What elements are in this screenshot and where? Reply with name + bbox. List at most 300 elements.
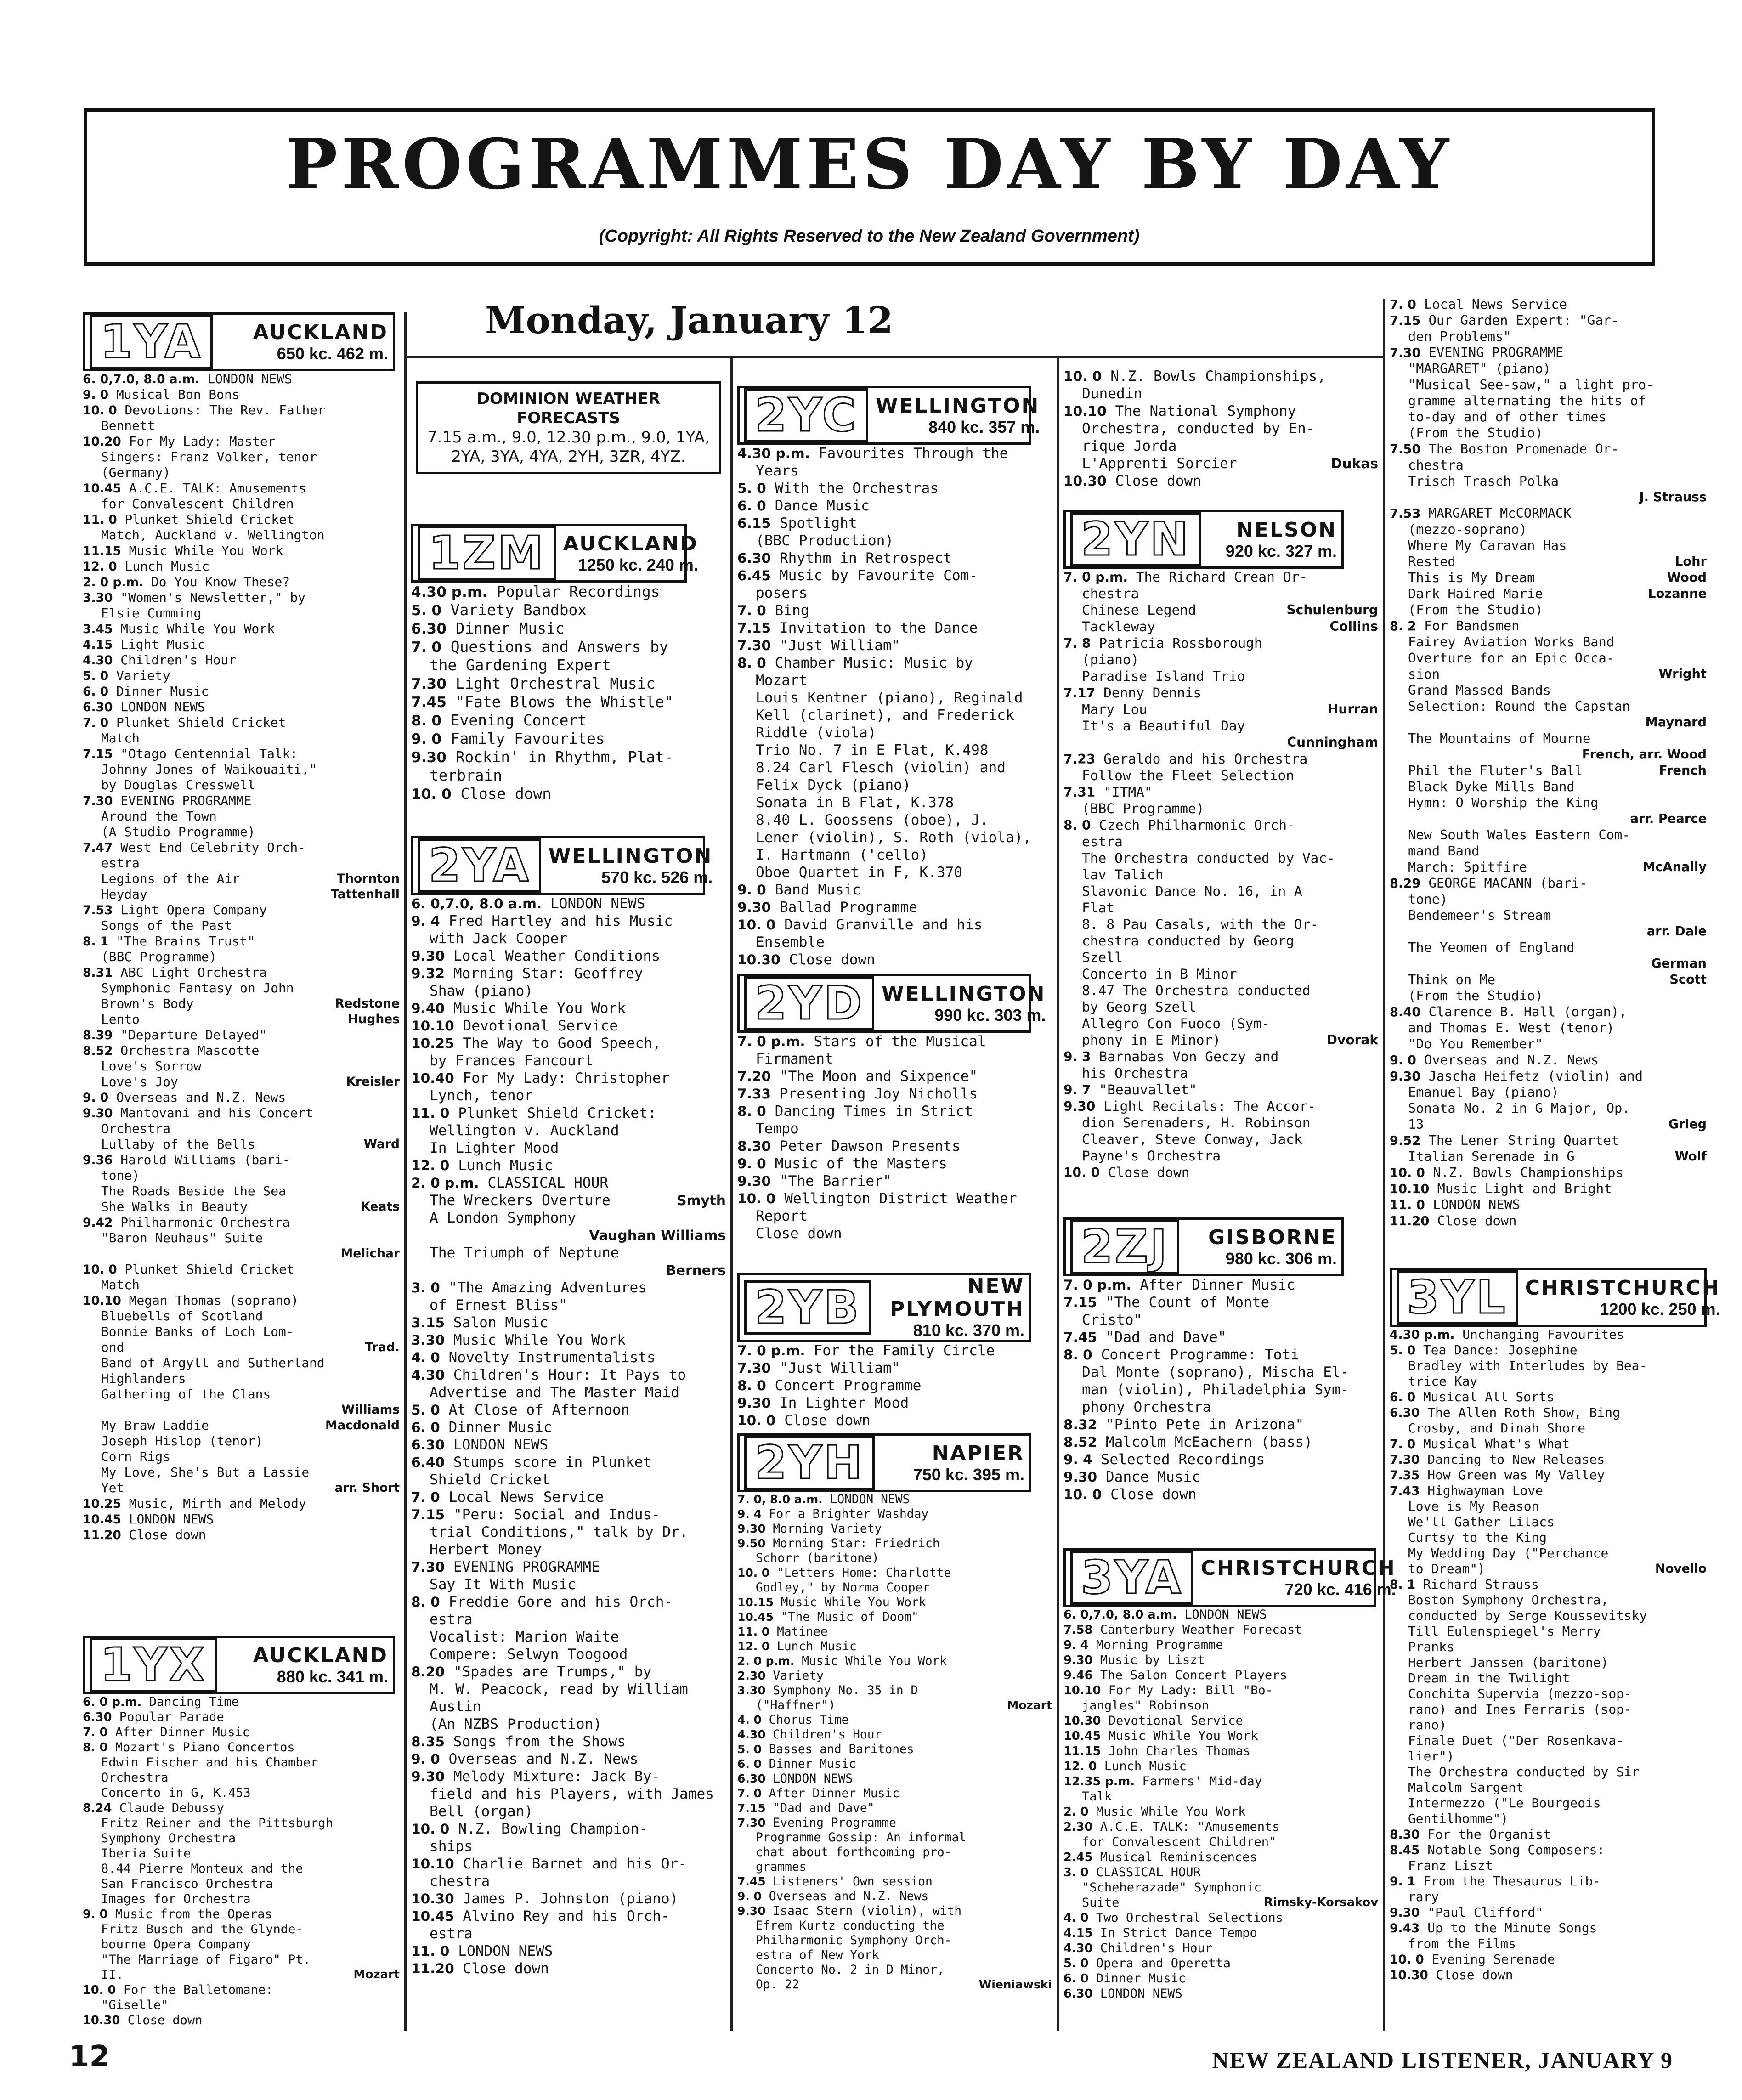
programme-time: 9.30: [1063, 1653, 1093, 1667]
programme-title: Evening Programme: [773, 1816, 896, 1830]
programme-line: [411, 1122, 726, 1139]
programme-time: 9.30: [411, 948, 445, 964]
programme-line: [1063, 1759, 1378, 1774]
programme-title: Local News Service: [1424, 296, 1567, 312]
programme-time: 4.30: [1063, 1942, 1093, 1955]
programme-title: (BBC Programme): [101, 949, 217, 964]
programme-title: Efrem Kurtz conducting the: [756, 1919, 945, 1933]
programme-line: [1390, 940, 1707, 956]
programme-line: [83, 730, 400, 746]
programme-title: (BBC Programme): [1082, 801, 1205, 816]
programme-title: Mozart's Piano Concertos: [115, 1740, 295, 1755]
programme-time: 7.30: [411, 676, 447, 692]
programme-time: 10.30: [737, 951, 781, 968]
programme-title: grammes: [756, 1860, 807, 1874]
programme-title: Light Music: [120, 637, 205, 652]
station-city: AUCKLAND: [253, 1643, 388, 1667]
programme-title: Corn Rigs: [101, 1449, 171, 1464]
programme-line: [411, 1820, 726, 1838]
programme-title: terbrain: [430, 767, 502, 784]
programme-line: [1063, 1683, 1378, 1698]
programme-line: [83, 387, 400, 402]
programme-line: [737, 1816, 1052, 1830]
programme-time: 8.24: [83, 1801, 112, 1815]
programme-line: [1063, 982, 1378, 999]
programme-line: [737, 951, 1052, 968]
composer-credit: Mozart: [1007, 1698, 1052, 1712]
programme-title: Orchestra, conducted by En-: [1082, 420, 1315, 437]
programme-title: Variety: [116, 668, 170, 683]
programme-title: Paradise Island Trio: [1082, 668, 1245, 684]
programme-title: "The Music of Doom": [781, 1610, 919, 1624]
programme-title: ABC Light Orchestra: [120, 965, 267, 980]
composer-credit: Hughes: [348, 1012, 400, 1026]
programme-title: Close down: [460, 785, 552, 803]
programme-title: Light Orchestral Music: [455, 675, 656, 692]
station-city: WELLINGTON: [882, 982, 1046, 1006]
programme-time: 9.30: [737, 1173, 771, 1189]
programme-line: [83, 1800, 400, 1816]
programme-line: [737, 1551, 1052, 1566]
programme-line: [1390, 473, 1707, 489]
programme-title: M. W. Peacock, read by William: [430, 1681, 688, 1698]
programme-title: phony Orchestra: [1082, 1399, 1211, 1415]
programme-line: [1390, 827, 1707, 843]
programme-line: [737, 1377, 1052, 1394]
programme-title: Freddie Gore and his Orch-: [448, 1594, 673, 1610]
programme-line: [83, 980, 400, 996]
programme-title: Symphonic Fantasy on John: [101, 980, 294, 996]
programme-line: [1063, 1668, 1378, 1683]
programme-title: sion: [1408, 666, 1440, 682]
programme-title: In Lighter Mood: [779, 1395, 909, 1411]
programme-title: "Letters Home: Charlotte: [777, 1566, 951, 1580]
programme-line: [411, 1855, 726, 1873]
programme-time: 4.30 p.m.: [411, 584, 488, 600]
programme-time: 10.15: [737, 1596, 774, 1609]
programme-title: Dancing Time: [149, 1695, 239, 1709]
station-header: [1063, 1548, 1396, 1607]
programme-line: [1063, 1486, 1378, 1503]
programme-time: 7.31: [1063, 785, 1096, 800]
programme-time: 7. 0 p.m.: [1063, 570, 1128, 585]
programme-title: David Granville and his: [784, 917, 983, 933]
programme-title: Ensemble: [756, 934, 825, 951]
programme-title: Malcolm McEachern (bass): [1105, 1434, 1313, 1450]
programme-line: [1063, 602, 1378, 618]
programme-line: [1063, 1065, 1378, 1081]
programme-list: [83, 1694, 400, 2028]
programme-title: Franz Liszt: [1408, 1858, 1493, 1873]
programme-title: Richard Strauss: [1423, 1577, 1539, 1592]
programme-title: "The Brains Trust": [116, 934, 255, 949]
programme-title: Close down: [1108, 1165, 1190, 1180]
programme-time: 6. 0: [737, 1757, 762, 1771]
programme-line: [83, 1183, 400, 1199]
programme-title: estra: [1082, 834, 1123, 849]
programme-title: Oboe Quartet in F, K.370: [756, 864, 963, 881]
composer-credit: Ward: [363, 1137, 400, 1151]
programme-line: [1063, 1048, 1378, 1065]
programme-title: "Women's Newsletter," by: [120, 590, 305, 605]
programme-title: Match: [101, 730, 140, 746]
programme-line: [737, 1933, 1052, 1948]
programme-title: Alvino Rey and his Orch-: [463, 1908, 670, 1925]
programme-time: 7.17: [1063, 685, 1096, 701]
station-header: [83, 1636, 395, 1694]
programme-line: [83, 1861, 400, 1876]
programme-title: Overseas and N.Z. News: [769, 1890, 929, 1903]
programme-line: [1063, 1364, 1378, 1381]
programme-title: with Jack Cooper: [430, 930, 568, 947]
programme-time: 6.30: [411, 1437, 445, 1453]
programme-title: estra of New York: [756, 1948, 879, 1962]
programme-line: [737, 1698, 1052, 1713]
programme-title: Close down: [1115, 473, 1202, 489]
programme-line: [1063, 1850, 1378, 1865]
programme-time: 10.45: [737, 1610, 774, 1624]
programme-title: Farmers' Mid-day: [1142, 1774, 1262, 1789]
programme-time: 7.15: [737, 1801, 766, 1815]
programme-line: [411, 1104, 726, 1122]
programme-line: [1390, 1795, 1707, 1811]
programme-list: [1063, 1276, 1378, 1503]
programme-line: [83, 1725, 400, 1740]
programme-line: [737, 864, 1052, 881]
programme-line: [411, 1506, 726, 1523]
programme-title: "Beauvallet": [1099, 1082, 1197, 1098]
programme-title: Close down: [789, 951, 876, 968]
programme-line: [1063, 734, 1378, 751]
programme-time: 9. 3: [1063, 1049, 1091, 1064]
programme-line: [1390, 618, 1707, 634]
programme-time: 10.30: [83, 2014, 120, 2027]
programme-time: 10. 0: [83, 1262, 117, 1277]
programme-line: [411, 1052, 726, 1070]
programme-title: Novelty Instrumentalists: [448, 1349, 656, 1366]
programme-time: 9. 0: [411, 731, 442, 747]
programme-line: [1063, 1743, 1378, 1759]
programme-time: 9. 4: [411, 913, 440, 929]
programme-line: [83, 1043, 400, 1058]
programme-line: [737, 1727, 1052, 1742]
station-1YA: [83, 312, 400, 1599]
programme-title: Bell (organ): [430, 1803, 533, 1820]
programme-title: Dal Monte (soprano), Mischa El-: [1082, 1364, 1349, 1381]
programme-time: 8.40: [1390, 1005, 1421, 1019]
programme-time: 12. 0: [411, 1157, 450, 1173]
composer-credit: Mozart: [353, 1968, 400, 1981]
programme-line: [737, 742, 1052, 759]
programme-title: Chinese Legend: [1082, 602, 1196, 618]
programme-title: Felix Dyck (piano): [756, 777, 911, 793]
composer-credit: Williams: [341, 1403, 400, 1417]
programme-time: 9.30: [737, 1395, 771, 1411]
composer-credit: Wood: [1667, 571, 1707, 585]
station-3YA: [1063, 1548, 1396, 2031]
footer-masthead: NEW ZEALAND LISTENER, JANUARY 9: [1212, 2047, 1673, 2073]
programme-time: 2.30: [1063, 1820, 1093, 1834]
programme-line: [83, 668, 400, 684]
composer-credit: McAnally: [1643, 860, 1707, 874]
programme-title: Plunket Shield Cricket: [124, 512, 294, 527]
programme-line: [737, 794, 1052, 811]
composer-credit: German: [1651, 957, 1707, 971]
programme-line: [737, 1801, 1052, 1816]
programme-line: [1063, 1148, 1378, 1164]
programme-title: Payne's Orchestra: [1082, 1148, 1221, 1164]
programme-title: "Spades are Trumps," by: [453, 1664, 652, 1680]
programme-line: [83, 559, 400, 574]
programme-title: Around the Town: [101, 809, 217, 824]
programme-title: Ballad Programme: [779, 899, 917, 916]
programme-time: 7. 0 p.m.: [737, 1033, 805, 1049]
programme-list: [1063, 1607, 1378, 2001]
programme-time: 9.30: [1063, 1469, 1097, 1485]
programme-title: Canterbury Weather Forecast: [1100, 1623, 1302, 1637]
programme-line: [1063, 866, 1378, 883]
programme-line: [1390, 875, 1707, 891]
programme-line: [83, 1755, 400, 1770]
programme-line: [83, 1418, 400, 1433]
programme-line: [1390, 457, 1707, 473]
programme-time: 7. 0 p.m.: [1063, 1277, 1131, 1293]
programme-title: GEORGE MACANN (bari-: [1428, 875, 1588, 891]
programme-title: Pranks: [1408, 1639, 1454, 1654]
programme-line: [1390, 1702, 1707, 1717]
programme-line: [411, 965, 726, 982]
programme-title: Lunch Music: [124, 559, 210, 574]
programme-title: Musical All Sorts: [1423, 1389, 1555, 1404]
programme-title: estra: [101, 855, 140, 871]
programme-time: 9.42: [83, 1216, 113, 1230]
programme-title: Kell (clarinet), and Frederick: [756, 707, 1014, 724]
programme-time: 9.50: [737, 1537, 766, 1550]
station-frequency: 570 kc. 526 m.: [601, 867, 713, 887]
programme-line: [411, 1349, 726, 1366]
programme-line: [737, 1412, 1052, 1429]
programme-line: [83, 1355, 400, 1371]
programme-title: Close down: [1436, 1967, 1513, 1982]
programme-title: dion Serenaders, H. Robinson: [1082, 1115, 1311, 1131]
station-frequency: 840 kc. 357 m.: [928, 417, 1040, 436]
programme-time: 9.30: [737, 899, 771, 915]
programme-title: "Musical See-saw," a light pro-: [1408, 377, 1654, 392]
programme-line: [737, 1830, 1052, 1845]
programme-title: Up to the Minute Songs: [1427, 1920, 1597, 1936]
programme-title: "Paul Clifford": [1427, 1905, 1543, 1920]
programme-line: [1063, 949, 1378, 966]
programme-time: 10. 0: [1063, 1165, 1100, 1180]
programme-time: 7.35: [1390, 1468, 1420, 1483]
programme-line: [1390, 1068, 1707, 1084]
programme-line: [83, 1496, 400, 1511]
programme-title: Two Orchestral Selections: [1096, 1911, 1283, 1925]
programme-time: 7.15: [411, 1506, 445, 1523]
programme-title: This is My Dream: [1408, 570, 1535, 585]
programme-line: [411, 785, 726, 803]
programme-title: Fred Hartley and his Music: [448, 913, 673, 929]
programme-title: Overture for an Epic Occa-: [1408, 650, 1615, 666]
programme-title: Programme Gossip: An informal: [756, 1831, 967, 1845]
programme-time: 8.30: [1390, 1828, 1420, 1842]
programme-title: For My Lady: Bill "Bo-: [1108, 1683, 1273, 1698]
programme-time: 9.36: [83, 1153, 113, 1167]
programme-line: [1390, 441, 1707, 457]
programme-time: 12. 0: [1063, 1760, 1097, 1773]
programme-title: Dance Music: [1105, 1469, 1201, 1485]
programme-line: [411, 1192, 726, 1209]
programme-time: 8.20: [411, 1664, 445, 1680]
programme-line: [411, 1296, 726, 1314]
programme-time: 10. 0: [1390, 1953, 1424, 1967]
composer-credit: Wright: [1658, 667, 1707, 681]
programme-title: Match: [101, 1277, 140, 1292]
programme-title: (From the Studio): [1408, 425, 1543, 441]
programme-title: 8. 8 Pau Casals, with the Or-: [1082, 917, 1319, 932]
programme-line: [737, 1904, 1052, 1919]
station-header: [737, 974, 1046, 1033]
programme-title: Gentilhomme"): [1408, 1811, 1509, 1826]
programme-title: rano) and Ines Ferraris (sop-: [1408, 1702, 1632, 1717]
programme-list: [411, 583, 726, 803]
programme-time: 4.30: [411, 1367, 445, 1383]
programme-line: [1390, 666, 1707, 682]
programme-time: 3.45: [83, 622, 113, 636]
programme-title: Variety: [773, 1669, 824, 1683]
programme-time: 7.47: [83, 841, 113, 855]
programme-line: [83, 902, 400, 918]
programme-line: [411, 1611, 726, 1628]
programme-line: [1390, 1858, 1707, 1874]
programme-title: Music, Mirth and Melody: [129, 1496, 306, 1511]
programme-title: his Orchestra: [1082, 1065, 1188, 1081]
programme-time: 4. 0: [411, 1349, 440, 1365]
programme-title: Johnny Jones of Waikouaiti,": [101, 762, 317, 777]
programme-line: [737, 1683, 1052, 1698]
programme-line: [1063, 1311, 1378, 1329]
composer-credit: Dukas: [1330, 455, 1378, 471]
programme-title: Morning Variety: [773, 1522, 882, 1536]
programme-line: [1063, 784, 1378, 800]
programme-title: Orchestra Mascotte: [120, 1043, 260, 1058]
programme-title: "Do You Remember": [1408, 1036, 1543, 1052]
programme-line: [737, 1359, 1052, 1377]
programme-time: 4. 0: [737, 1713, 762, 1726]
programme-time: 7. 8: [1063, 636, 1091, 651]
programme-line: [411, 748, 726, 766]
composer-credit: Scott: [1669, 973, 1707, 987]
programme-line: [411, 1942, 726, 1960]
programme-line: [83, 965, 400, 980]
programme-line: [737, 1889, 1052, 1904]
programme-title: Fritz Reiner and the Pittsburgh: [101, 1816, 333, 1830]
programme-line: [737, 1225, 1052, 1242]
programme-title: Music of the Masters: [775, 1155, 947, 1172]
programme-title: Yet: [101, 1480, 124, 1495]
programme-title: CLASSICAL HOUR: [487, 1175, 609, 1191]
programme-title: Our Garden Expert: "Gar-: [1428, 312, 1619, 328]
programme-line: [737, 1874, 1052, 1889]
programme-line: [1063, 1398, 1378, 1416]
programme-title: Intermezzo ("Le Bourgeois: [1408, 1795, 1601, 1811]
programme-line: [83, 434, 400, 449]
programme-title: Popular Recordings: [497, 583, 660, 600]
programme-line: [83, 1967, 400, 1982]
programme-line: [1063, 1698, 1378, 1713]
programme-time: 4. 0: [1063, 1911, 1089, 1925]
programme-line: [1063, 1804, 1378, 1819]
programme-title: "Just William": [779, 637, 900, 654]
composer-credit: Cunningham: [1287, 735, 1378, 750]
programme-line: [411, 656, 726, 674]
programme-time: 6. 0: [1390, 1390, 1416, 1404]
station-city: AUCKLAND: [563, 532, 698, 555]
programme-line: [1390, 570, 1707, 586]
programme-time: 11. 0: [83, 513, 117, 527]
programme-line: [1063, 701, 1378, 718]
continued-3YA: [1063, 368, 1378, 505]
programme-line: [83, 1308, 400, 1324]
programme-line: [1390, 1686, 1707, 1702]
programme-line: [1063, 800, 1378, 817]
programme-time: 10.25: [411, 1035, 454, 1051]
programme-title: Plunket Shield Cricket: [124, 1262, 294, 1277]
programme-line: [83, 1952, 400, 1967]
programme-line: [411, 1960, 726, 1977]
programme-title: to-day and of other times: [1408, 409, 1606, 425]
programme-line: [83, 1740, 400, 1755]
programme-title: "Peru: Social and Indus-: [453, 1506, 661, 1523]
programme-line: [1063, 1346, 1378, 1364]
programme-line: [411, 583, 726, 601]
programme-line: [737, 934, 1052, 951]
station-frequency: 880 kc. 341 m.: [277, 1667, 388, 1686]
programme-line: [737, 1507, 1052, 1522]
programme-line: [83, 496, 400, 512]
programme-line: [83, 855, 400, 871]
programme-line: [83, 1709, 400, 1725]
programme-title: Gathering of the Clans: [101, 1387, 271, 1402]
programme-line: [411, 1227, 726, 1244]
station-frequency: 750 kc. 395 m.: [913, 1465, 1024, 1484]
station-header: [411, 524, 698, 583]
station-city: WELLINGTON: [875, 394, 1040, 418]
column-rule: [730, 358, 733, 2031]
programme-time: 9. 1: [1390, 1874, 1416, 1889]
programme-line: [1390, 859, 1707, 875]
programme-line: [1390, 377, 1707, 393]
programme-line: [83, 1246, 400, 1262]
programme-time: 7. 0: [737, 1787, 762, 1800]
programme-title: West End Celebrity Orch-: [120, 840, 305, 855]
programme-title: chestra: [1082, 586, 1139, 601]
programme-time: 7. 0: [1390, 1437, 1416, 1451]
programme-title: tone): [1408, 891, 1448, 907]
programme-line: [737, 689, 1052, 707]
programme-line: [1390, 1132, 1707, 1149]
programme-line: [83, 1922, 400, 1937]
programme-title: We'll Gather Lilacs: [1408, 1514, 1555, 1529]
programme-line: [411, 895, 726, 912]
programme-title: The Allen Roth Show, Bing: [1427, 1405, 1620, 1420]
programme-time: 6.30: [737, 550, 771, 566]
programme-time: 8.32: [1063, 1416, 1097, 1432]
programme-time: 7.30: [737, 1816, 766, 1829]
programme-line: [1063, 1433, 1378, 1451]
programme-line: [1390, 345, 1707, 361]
programme-title: L'Apprenti Sorcier: [1082, 455, 1237, 472]
